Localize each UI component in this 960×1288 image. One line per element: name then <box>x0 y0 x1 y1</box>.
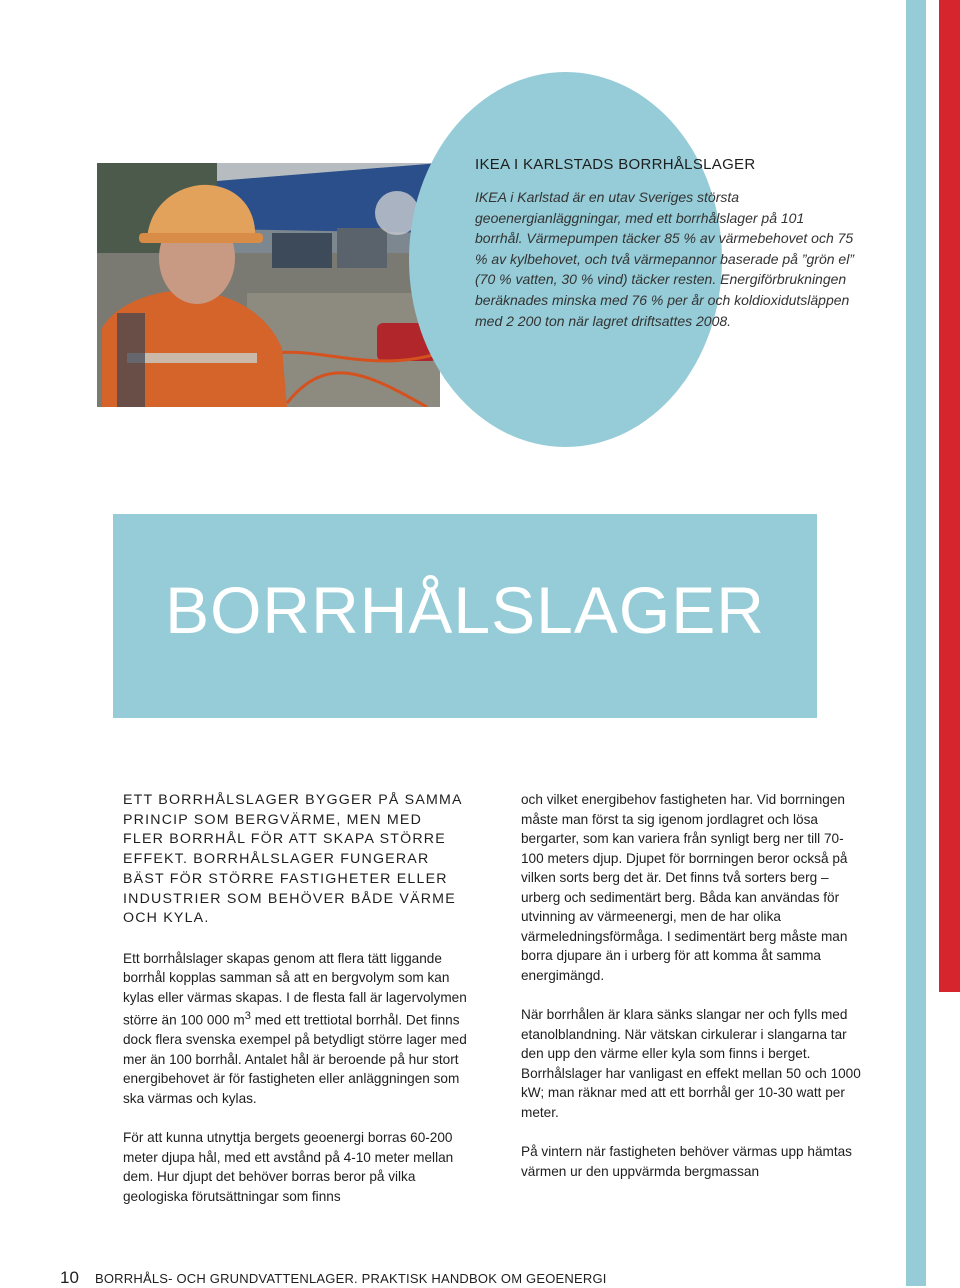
section-title: BORRHÅLSLAGER <box>165 573 765 647</box>
lead-paragraph: ETT BORRHÅLSLAGER BYGGER PÅ SAMMA PRINCIP SOM BERGVÄRME, MEN MED FLER BORRHÅL FÖR ATT SKAPA STÖRRE EFFEKT. BORRHÅLSLAGER FUNGERAR BÄST FÖR STÖRRE FASTIGHETER ELLER INDUSTRIER SOM BEHÖVER BÅDE VÄRME OCH KYLA. <box>123 792 462 927</box>
right-edge-blue-stripe <box>906 0 926 1286</box>
running-footer: BORRHÅLS- OCH GRUNDVATTENLAGER. PRAKTISK HANDBOK OM GEOENERGI <box>95 1271 607 1286</box>
right-edge-red-stripe <box>939 0 960 992</box>
left-text-column <box>123 791 468 1226</box>
info-box-body: IKEA i Karlstad är en utav Sveriges största geoenergianläggningar, med ett borrhålslager på 101 borrhål. Värmepumpen täcker 85 % av värmebehovet och 75 % av kylbehovet, och två värmepannor baserade på ”grön el” (70 % vatten, 30 % vind) täcker resten. Energiförbrukningen beräknades minska med 76 % per år och koldioxidutsläppen med 2 200 ton när lagret driftsattes 2008. <box>475 189 854 329</box>
body-paragraph: När borrhålen är klara sänks slangar ner och fylls med etanolblandning. När vätskan cirkulerar i slangarna tar den upp den värme eller kyla som finns i berget. Borrhålslager har vanligast en effekt mellan 50 och 1000 kW; man räknar med att ett borrhål ger 10-30 watt per meter. <box>521 1007 861 1120</box>
body-paragraph: På vintern när fastigheten behöver värmas upp hämtas värmen ur den uppvärmda bergmassan <box>521 1144 852 1179</box>
title-banner <box>113 514 817 718</box>
body-paragraph: För att kunna utnyttja bergets geoenergi borras 60-200 meter djupa hål, med ett avstånd på 4-10 meter mellan dem. Hur djupt det behöver borras beror på vilka geologiska förutsättningar som finns <box>123 1130 454 1204</box>
body-paragraph <box>123 949 468 1109</box>
worker-photo <box>97 163 440 407</box>
right-text-column <box>521 790 866 1201</box>
page-number: 10 <box>60 1268 79 1287</box>
superscript: 3 <box>244 1010 251 1023</box>
info-box-heading: IKEA I KARLSTADS BORRHÅLSLAGER <box>475 156 756 173</box>
body-text: Ett borrhålslager skapas genom att flera tätt liggande borrhål kopplas samman så att en bergvolym som kan kylas eller värmas skapas. I de flesta fall är lagervolymen större än 100 000 m <box>123 950 467 1028</box>
body-text: med ett trettiotal borrhål. Det finns dock flera svenska exempel på betydligt större lager med mer än 100 borrhål. Antalet hål är beroende på hur stort energibehovet är för fastigheten eller anläggningen som ska värmas och kylas. <box>123 1012 467 1106</box>
body-paragraph: och vilket energibehov fastigheten har. Vid borrningen måste man först ta sig igenom jordlagret och lösa bergarter, som kan variera från synligt berg ner till 70-100 meters djup. Djupet för borrningen beror också på vilken sorts berg det är. Det finns två sorters berg – urberg och sedimentärt berg. Båda kan användas för utvinning av värmeenergi, men de har olika värmeledningsförmåga. I sedimentärt berg måste man borra djupare än i urberg för att komma åt samma energimängd. <box>521 792 848 983</box>
